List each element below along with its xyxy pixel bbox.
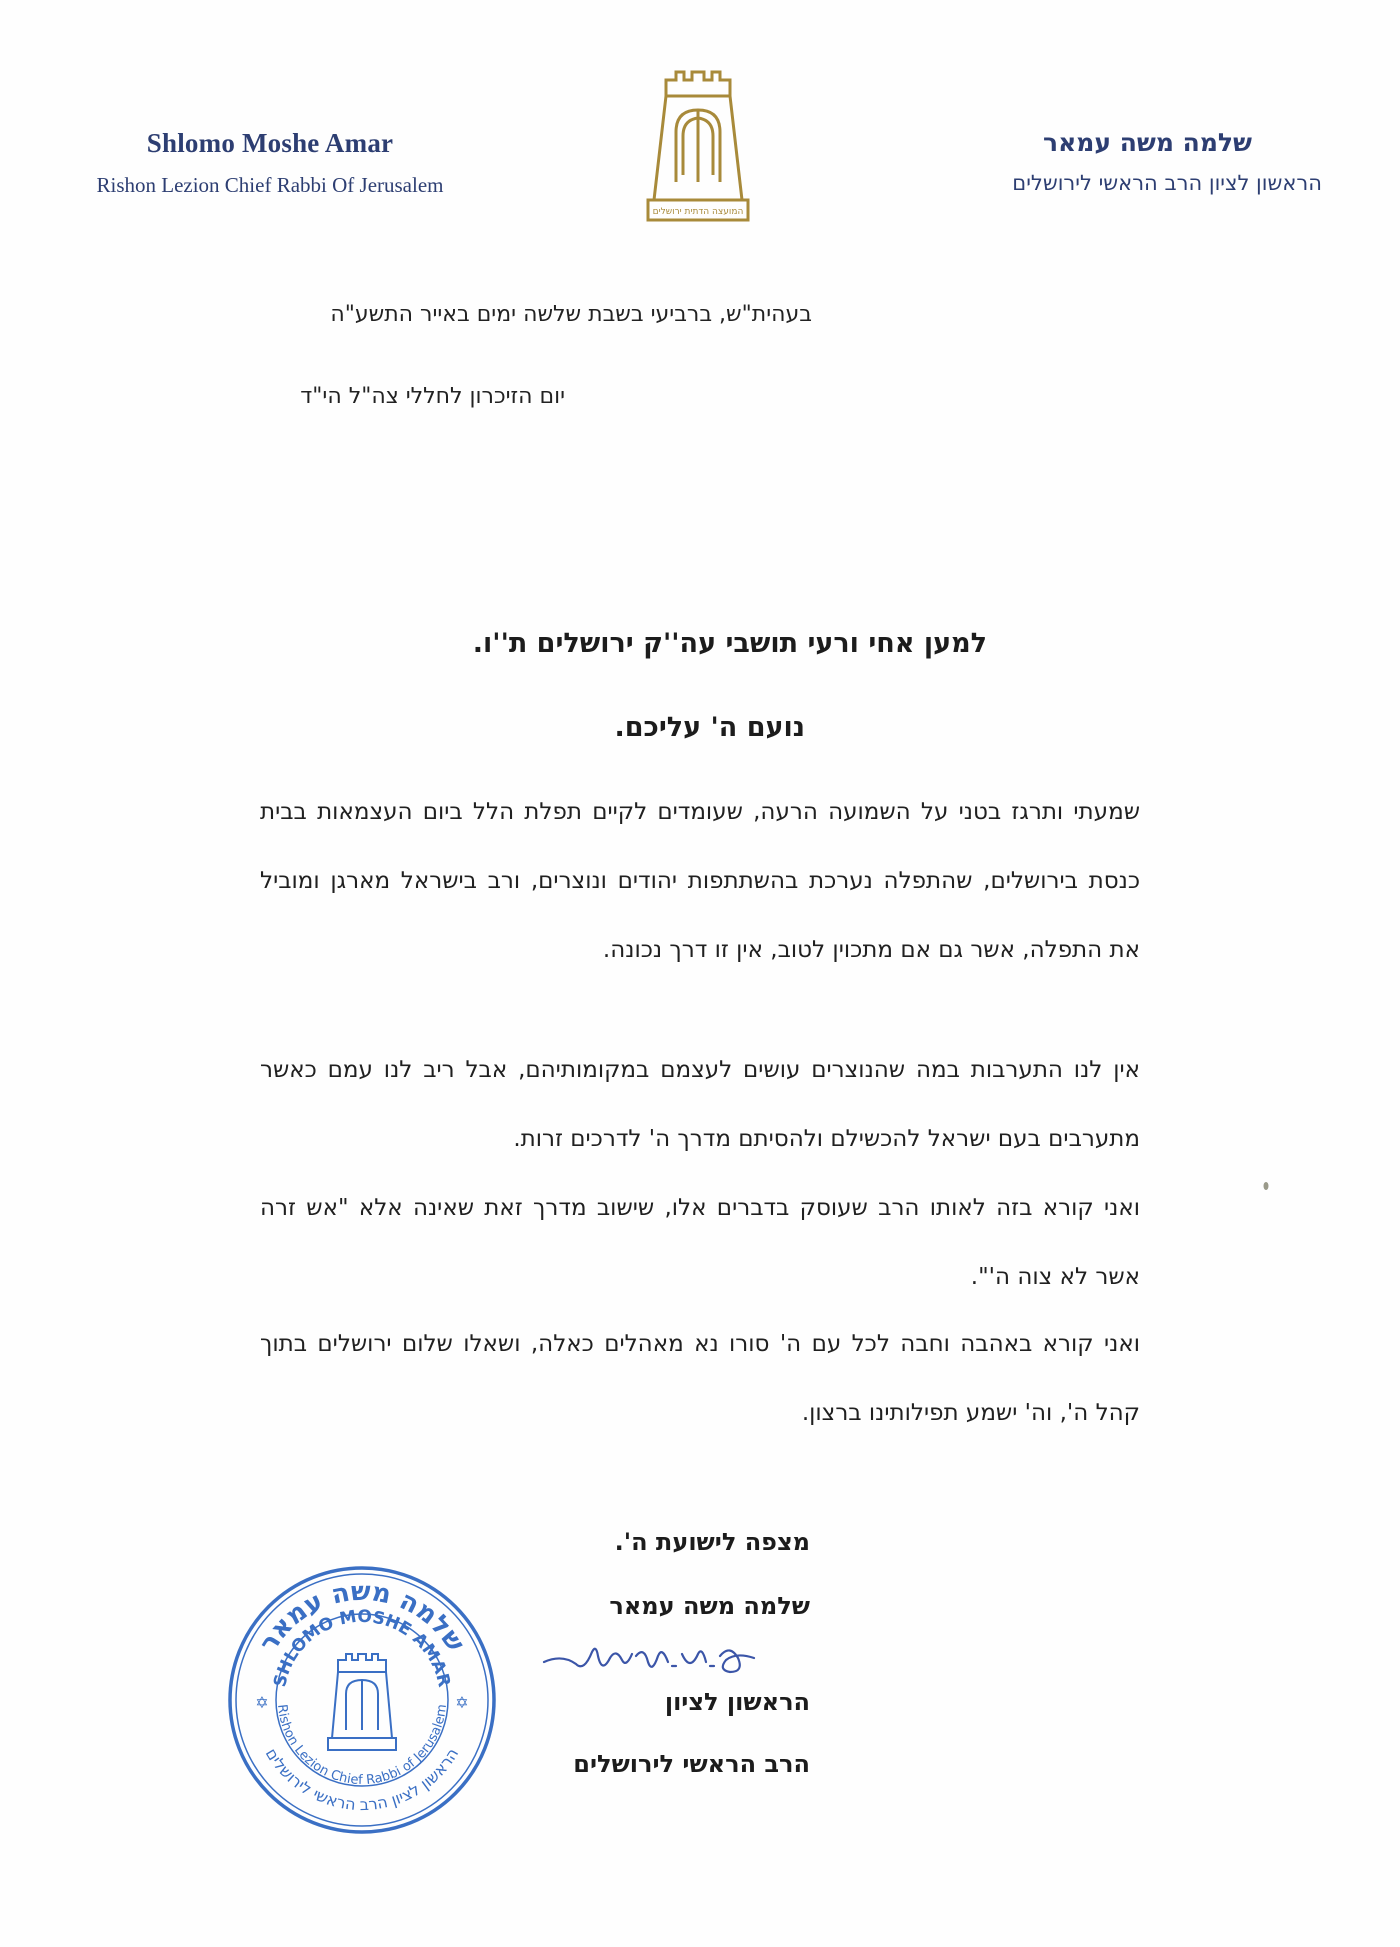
letterhead-english-name: Shlomo Moshe Amar <box>146 128 394 158</box>
closing-title-rishon: הראשון לציון <box>664 1688 810 1716</box>
closing-title-rabbi: הרב הראשי לירושלים <box>573 1750 810 1778</box>
svg-text:✡: ✡ <box>455 1693 469 1712</box>
paragraph-4: ואני קורא באהבה וחבה לכל עם ה' סורו נא מאהלים כאלה, ושאלו שלום ירושלים בתוך קהל ה', וה' ישמע תפילותינו ברצון. <box>260 1331 1140 1426</box>
date-line: בעהית"ש, ברביעי בשבת שלשה ימים באייר התשע"ה <box>330 302 812 327</box>
closing-name: שלמה משה עמאר <box>609 1592 810 1620</box>
stamp-hebrew-title: הראשון לציון הרב הראשי לירושלים <box>261 1744 463 1815</box>
logo-caption: המועצה הדתית ירושלים <box>652 207 744 217</box>
letterhead-english <box>60 128 480 198</box>
svg-text:✡: ✡ <box>255 1693 269 1712</box>
stamp-hebrew-name: שלמה משה עמאר <box>253 1576 471 1658</box>
letterhead-hebrew-name: שלמה משה עמאר <box>1043 128 1252 157</box>
religious-council-logo <box>628 70 768 225</box>
letterhead-english-title: Rishon Lezion Chief Rabbi Of Jerusalem <box>96 173 444 197</box>
official-stamp <box>222 1560 502 1840</box>
memorial-day-line: יום הזיכרון לחללי צה"ל הי"ד <box>300 384 565 409</box>
paragraph-2: אין לנו התערבות במה שהנוצרים עושים לעצמם במקומותיהם, אבל ריב לנו עמם כאשר מתערבים בעם ישראל להכשילם ולהסיתם מדרך ה' לדרכים זרות. <box>260 1057 1140 1152</box>
stamp-english-title: Rishon Lezion Chief Rabbi of Jerusalem <box>274 1703 451 1789</box>
stamp-english-name: SHLOMO MOSHE AMAR <box>270 1606 454 1690</box>
paragraph-3: ואני קורא בזה לאותו הרב שעוסק בדברים אלו, שישוב מדרך זאת שאינה אלא "אש זרה אשר לא צוה ה'". <box>260 1195 1140 1290</box>
addressee: למען אחי ורעי תושבי עה''ק ירושלים ת''ו. <box>472 628 987 659</box>
stamp-tower-emblem <box>328 1654 396 1750</box>
paragraph-1: שמעתי ותרגז בטני על השמועה הרעה, שעומדים לקיים תפלת הלל ביום העצמאות בבית כנסת בירושלים, שהתפלה נערכת בהשתתפות יהודים ונוצרים, ורב בישראל מארגן ומוביל את התפלה, אשר גם אם מתכוין לטוב, אין זו דרך נכונה. <box>260 799 1140 963</box>
greeting: נועם ה' עליכם. <box>614 712 805 743</box>
paper-speck <box>1262 1180 1270 1192</box>
closing-blessing: מצפה לישועת ה'. <box>614 1528 810 1556</box>
handwritten-signature <box>540 1632 780 1692</box>
letterhead-hebrew <box>862 128 1322 195</box>
letterhead-hebrew-title: הראשון לציון הרב הראשי לירושלים <box>1012 171 1322 195</box>
